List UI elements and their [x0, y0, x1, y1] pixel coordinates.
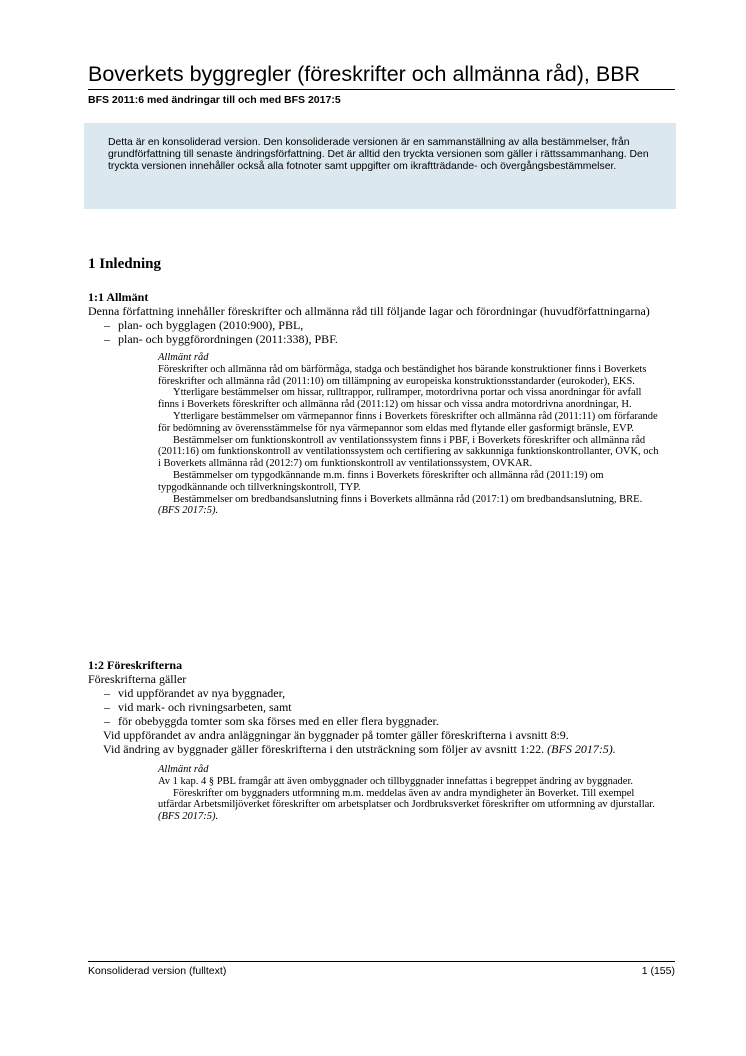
section-heading: 1:1 Allmänt — [88, 290, 149, 304]
general-advice-block — [158, 352, 660, 517]
advice-paragraph: Bestämmelser om funktionskontroll av ventilationssystem finns i PBF, i Boverkets föreskrifter och allmänna råd (2011:16) om funktionskontroll av ventilationssystem och certifiering av sakkunniga funktionskontrollanter, OVK, och i Boverkets allmänna råd (2012:7) om funktionskontroll av ventilationssystem, OVKAR. — [158, 434, 659, 470]
page-number: 1 (155) — [641, 965, 675, 977]
advice-paragraph: Ytterligare bestämmelser om värmepannor finns i Boverkets föreskrifter och allmänna råd (2011:11) om förfarande för bedömning av överensstämmelse för nya värmepannor som eldas med flytande eller gasformigt bränsle, EVP. — [158, 410, 658, 434]
section-1-2 — [88, 658, 675, 823]
notice-text: Detta är en konsoliderad version. Den konsoliderade versionen är en sammanställning av alla bestämmelser, från grundförfattning till senaste ändringsförfattning. Det är alltid den tryckta versionen som gäller i rättssammanhang. Den tryckta versionen innehåller också alla fotnoter samt uppgifter om ikraftträdande- och övergångsbestämmelser. — [108, 137, 649, 173]
section-1-1 — [88, 290, 675, 517]
section-intro: Föreskrifterna gäller — [88, 672, 187, 686]
advice-label: Allmänt råd — [158, 352, 209, 363]
amendment-reference: (BFS 2017:5). — [158, 505, 219, 517]
advice-paragraph: Föreskrifter och allmänna råd om bärförmåga, stadga och beständighet hos bärande konstruktioner finns i Boverkets föreskrifter och allmänna råd (2011:10) om tillämpning av europeiska konstruktionsstandarder (eurokoder), EKS. — [158, 363, 647, 387]
list-item: – vid mark- och rivningsarbeten, samt — [104, 700, 292, 714]
list-dash: – — [104, 332, 110, 346]
section-heading: 1:2 Föreskrifterna — [88, 658, 183, 672]
footer-divider — [88, 961, 675, 962]
list-dash: – — [104, 318, 110, 332]
advice-paragraph: Bestämmelser om typgodkännande m.m. finns i Boverkets föreskrifter och allmänna råd (2011:19) om typgodkännande och tillverkningskontroll, TYP. — [158, 469, 604, 493]
list-dash: – — [104, 700, 110, 714]
list-item: – för obebyggda tomter som ska förses med en eller flera byggnader. — [104, 714, 439, 728]
law-list — [88, 318, 675, 346]
general-advice-block — [158, 764, 660, 823]
list-item: – plan- och bygglagen (2010:900), PBL, — [104, 318, 304, 332]
section-intro: Denna författning innehåller föreskrifter och allmänna råd till följande lagar och förordningar (huvudförfattningarna) — [88, 304, 650, 318]
title-divider — [88, 89, 675, 90]
section-paragraph: Vid uppförandet av andra anläggningar än byggnader på tomter gäller föreskrifterna i avsnitt 8:9. — [103, 728, 569, 742]
list-item: – vid uppförandet av nya byggnader, — [104, 686, 286, 700]
advice-label: Allmänt råd — [158, 764, 209, 775]
chapter-heading: 1 Inledning — [88, 256, 161, 272]
consolidation-notice — [84, 123, 676, 209]
list-dash: – — [104, 686, 110, 700]
list-dash: – — [104, 714, 110, 728]
advice-paragraph: Ytterligare bestämmelser om hissar, rulltrappor, rullramper, motordrivna portar och vissa anordningar för avfall finns i Boverkets föreskrifter och allmänna råd (2011:12) om hissar och vissa andra motordrivna anordningar, H. — [158, 387, 642, 411]
advice-paragraph: Bestämmelser om bredbandsanslutning finns i Boverkets allmänna råd (2017:1) om bredbandsanslutning, BRE. (BFS 2017:5). — [158, 493, 643, 517]
document-title: Boverkets byggregler (föreskrifter och allmänna råd), BBR — [88, 62, 641, 86]
section-paragraph: Vid ändring av byggnader gäller föreskrifterna i den utsträckning som följer av avsnitt 1:22. (BFS 2017:5). — [103, 742, 616, 756]
amendment-reference: (BFS 2017:5). — [158, 811, 219, 823]
amendment-reference: (BFS 2017:5). — [547, 742, 616, 756]
scope-list — [88, 686, 675, 728]
list-item: – plan- och byggförordningen (2011:338), PBF. — [104, 332, 338, 346]
advice-paragraph: Föreskrifter om byggnaders utformning m.m. meddelas även av andra myndigheter än Boverket. Till exempel utfärdar Arbetsmiljöverket föreskrifter om arbetsplatser och Jordbruksverket föreskrifter om utformning av djurstallar. (BFS 2017:5). — [158, 787, 655, 823]
advice-paragraph: Av 1 kap. 4 § PBL framgår att även ombyggnader och tillbyggnader innefattas i begreppet ändring av byggnader. — [158, 775, 633, 787]
document-subtitle: BFS 2011:6 med ändringar till och med BFS 2017:5 — [88, 94, 341, 106]
footer-version-label: Konsoliderad version (fulltext) — [88, 965, 227, 977]
